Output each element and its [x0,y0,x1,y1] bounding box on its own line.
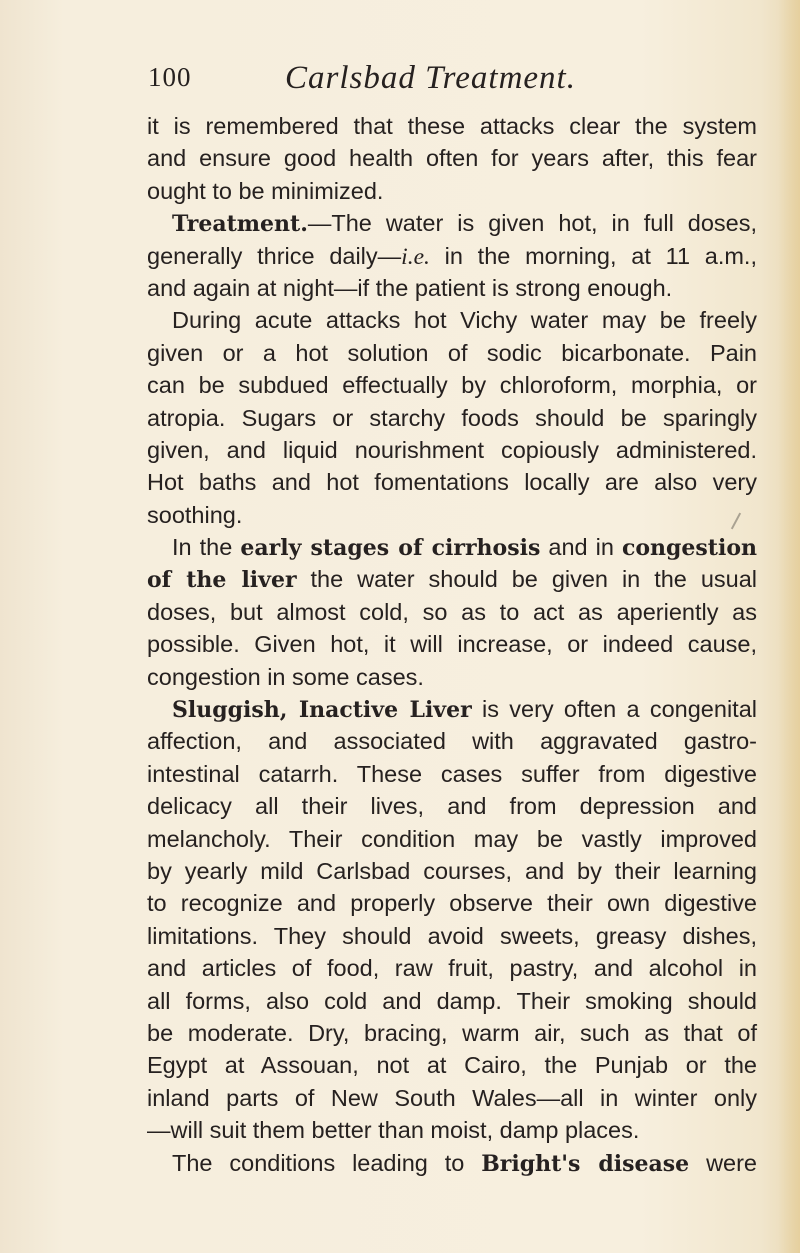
text-line: inland parts of New South Wales—all in winter only [147,1084,757,1111]
text-line: all forms, also cold and damp. Their smoking should [147,987,757,1014]
text-run: generally thrice daily— [147,242,402,269]
text-line: intestinal catarrh. These cases suffer from digestive [147,760,757,787]
text-line: soothing. [147,501,243,528]
section-heading-treatment: Treatment. [172,211,308,238]
text-line [147,207,757,239]
page-number: 100 [148,62,192,92]
text-run: In the [172,534,241,561]
text-line [147,693,757,725]
text-line: it is remembered that these attacks clear the system [147,113,757,139]
text-line: atropia. Sugars or starchy foods should be sparingly [147,404,757,431]
text-run: The conditions leading to [172,1149,482,1176]
text-line [147,563,757,595]
text-line: and ensure good health often for years after, this fear [147,145,757,172]
text-line: Egypt at Assouan, not at Cairo, the Punjab or the [147,1052,757,1079]
text-line: ought to be minimized. [147,177,384,204]
text-line: given, and liquid nourishment copiously administered. [147,436,757,463]
text-line: Hot baths and hot fomentations locally are also very [147,469,757,496]
text-line [147,531,757,563]
text-run: the water should be given in the usual [296,566,757,593]
text-line: melancholy. Their condition may be vastly improved [147,825,757,852]
bold-term-cirrhosis: early stages of cirrhosis [240,535,541,562]
text-run: —The water is given hot, in full doses, [307,210,757,237]
bold-term-brights-disease: Bright's disease [481,1150,690,1177]
section-heading-sluggish-liver: Sluggish, Inactive Liver [172,697,472,724]
text-line: delicacy all their lives, and from depression and [147,793,757,820]
text-line [147,240,757,272]
text-run: were [689,1149,757,1176]
text-line: given or a hot solution of sodic bicarbonate. Pain [147,339,757,366]
bold-term-liver: of the liver [147,567,297,594]
page-edge-shading [778,0,800,1253]
text-line: and again at night—if the patient is strong enough. [147,274,673,301]
page-header [0,62,800,102]
body-text [147,110,757,1179]
text-line [147,1147,757,1179]
italic-abbreviation: i.e. [401,243,430,270]
text-line: —will suit them better than moist, damp places. [147,1117,640,1144]
text-line: doses, but almost cold, so as to act as aperiently as [147,598,757,625]
text-line: and articles of food, raw fruit, pastry, and alcohol in [147,955,757,982]
text-line: affection, and associated with aggravated gastro- [147,728,757,755]
bold-term-congestion: congestion [621,535,757,562]
text-run: and in [540,534,622,561]
text-line: possible. Given hot, it will increase, or indeed cause, [147,631,757,658]
text-line: limitations. They should avoid sweets, greasy dishes, [147,922,757,949]
running-title: Carlsbad Treatment. [285,60,576,96]
text-line: can be subdued effectually by chloroform, morphia, or [147,372,757,399]
text-line: to recognize and properly observe their own digestive [147,890,757,917]
text-run: in the morning, at 11 a.m., [429,242,757,269]
text-line: by yearly mild Carlsbad courses, and by their learning [147,857,757,884]
text-line: During acute attacks hot Vichy water may be freely [172,307,757,334]
text-line: be moderate. Dry, bracing, warm air, such as that of [147,1019,757,1046]
text-run: is very often a congenital [471,696,757,723]
text-line: congestion in some cases. [147,663,424,690]
